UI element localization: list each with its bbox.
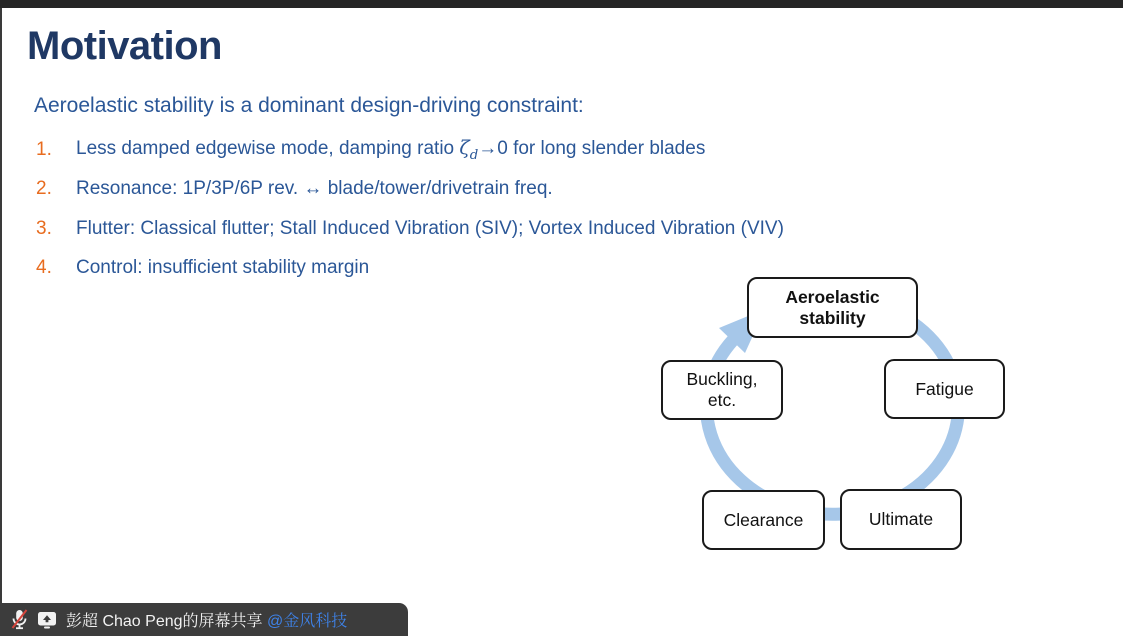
zeta-subscript: d bbox=[469, 147, 479, 163]
list-number: 3. bbox=[36, 217, 52, 239]
slide-subtitle: Aeroelastic stability is a dominant design-driving constraint: bbox=[34, 94, 584, 117]
cycle-node-fatigue: Fatigue bbox=[884, 359, 1005, 419]
list-item-text: Control: insufficient stability margin bbox=[76, 257, 370, 279]
list-number: 4. bbox=[36, 257, 52, 279]
list-item-text: Less damped edgewise mode, damping ratio $\zeta_d\to 0$ for long slender blades bbox=[76, 136, 706, 163]
microphone-muted-icon bbox=[11, 609, 28, 630]
letterbox-top bbox=[0, 0, 1123, 8]
design-cycle-diagram bbox=[645, 270, 1025, 570]
cycle-node-buckling-etc: Buckling, etc. bbox=[661, 360, 783, 420]
list-item-2 bbox=[36, 170, 936, 210]
screen-share-icon bbox=[37, 611, 57, 629]
zeta-symbol: ζ bbox=[459, 136, 470, 159]
screen-share-indicator-bar[interactable] bbox=[0, 603, 408, 636]
share-mention-link[interactable]: @金风科技 bbox=[266, 613, 348, 630]
list-item-1 bbox=[36, 130, 936, 170]
list-number: 1. bbox=[36, 138, 52, 160]
list-number: 2. bbox=[36, 178, 52, 200]
cycle-node-clearance: Clearance bbox=[702, 490, 825, 550]
cycle-node-aeroelastic-stability: Aeroelastic stability bbox=[747, 277, 918, 338]
list-item-text: Flutter: Classical flutter; Stall Induced Vibration (SIV); Vortex Induced Vibration (VIV) bbox=[76, 217, 784, 239]
window-edge-left bbox=[0, 8, 2, 636]
share-bar-text: 彭超 Chao Peng的屏幕共享 @金风科技 bbox=[66, 613, 348, 630]
list-item-text: Resonance: 1P/3P/6P rev. ↔ blade/tower/drivetrain freq. bbox=[76, 178, 553, 200]
slide-title: Motivation bbox=[27, 24, 222, 68]
list-item-3 bbox=[36, 209, 936, 249]
bullet-list bbox=[36, 130, 936, 288]
cycle-node-ultimate: Ultimate bbox=[840, 489, 962, 550]
